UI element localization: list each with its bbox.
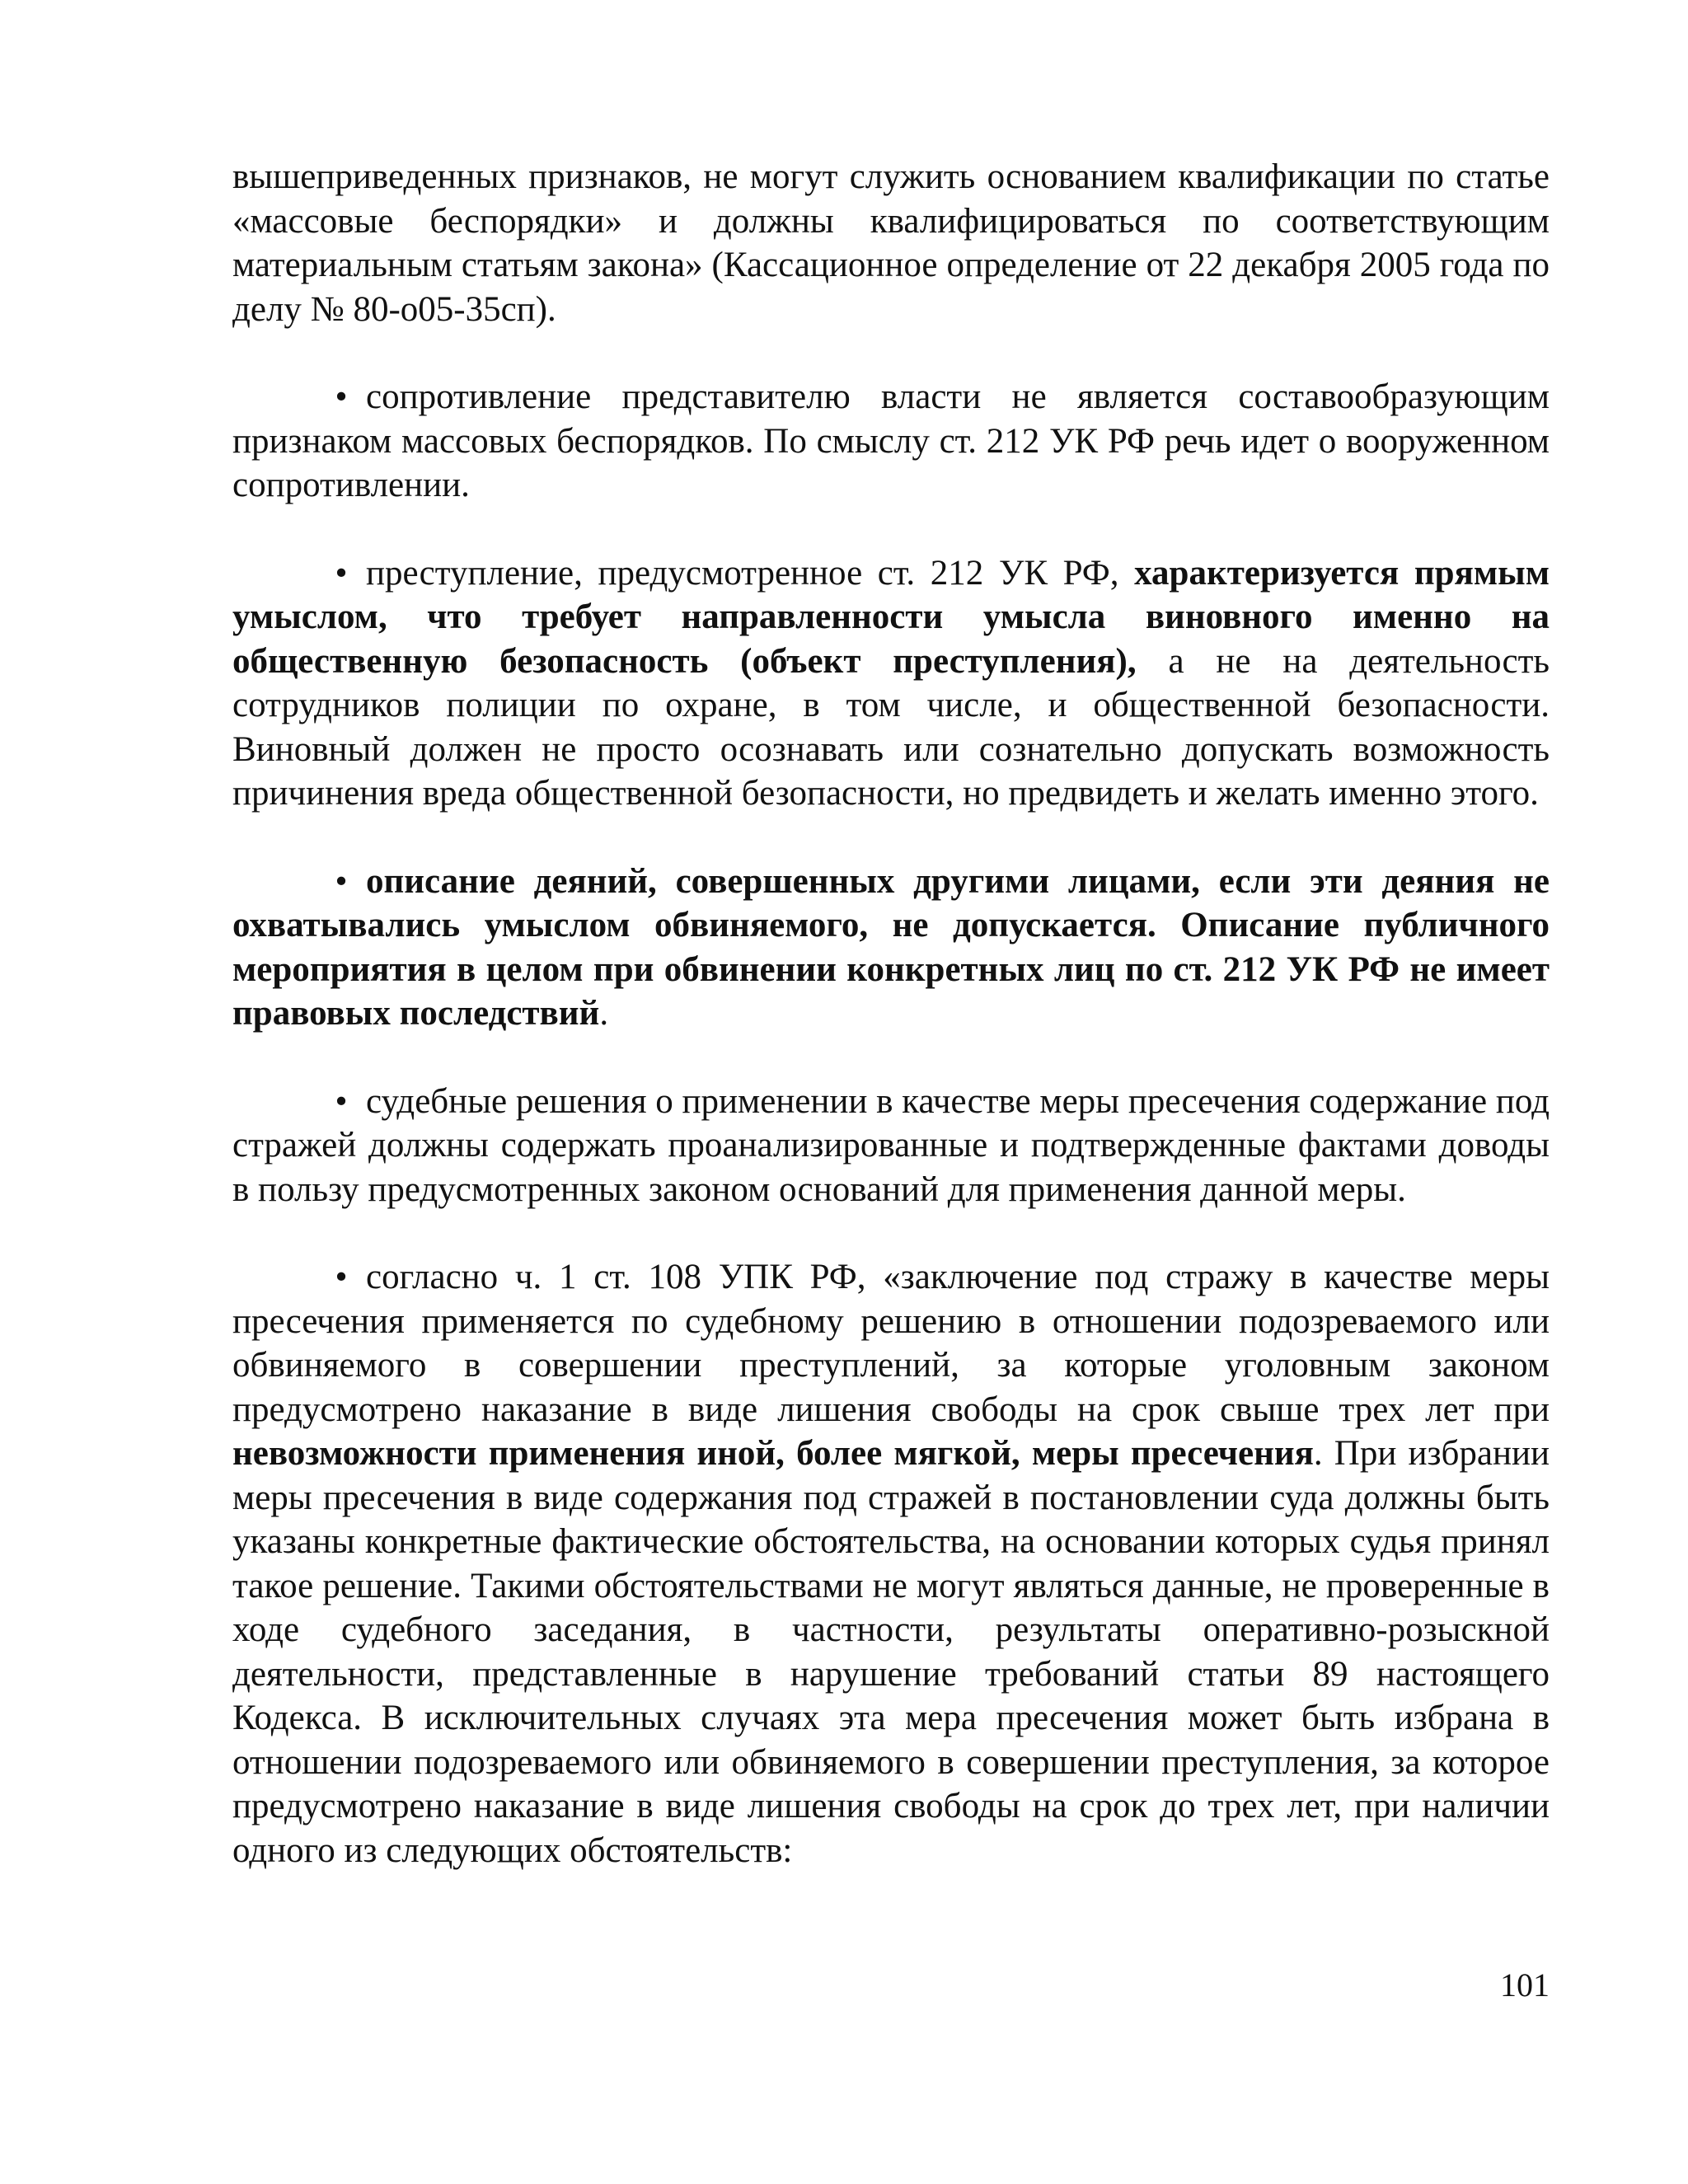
bullet-icon: • bbox=[335, 377, 348, 416]
bullet-paragraph-court-decisions bbox=[232, 1080, 1550, 1212]
paragraph-text: . bbox=[599, 994, 609, 1033]
paragraph-text: сопротивление представителю власти не является составообразующим признаком массовых беспорядков. По смыслу ст. 212 УК РФ речь идет о вооруженном сопротивлении. bbox=[232, 377, 1550, 504]
paragraph-text: преступление, предусмотренное ст. 212 УК РФ, bbox=[366, 553, 1135, 593]
bullet-icon: • bbox=[335, 553, 348, 593]
emphasis-text: описание деяний, совершенных другими лицами, если эти деяния не охватывались умыслом обвиняемого, не допускается. Описание публичного мероприятия в целом при обвинении конкретных лиц по ст. 212 УК РФ не имеет правовых последствий bbox=[232, 861, 1550, 1033]
bullet-paragraph-resistance bbox=[232, 375, 1550, 508]
bullet-icon: • bbox=[335, 1258, 348, 1296]
page-number: 101 bbox=[1500, 1966, 1550, 2004]
paragraph-text: . При избрании меры пресечения в виде содержания под стражей в постановлении суда должны быть указаны конкретные фактические обстоятельства, на основании которых судья принял такое решение. Такими обстоятельствами не могут являться данные, не проверенные в ходе судебного заседания, в частности, результаты оперативно-розыскной деятельности, представленные в нарушение требований статьи 89 настоящего Кодекса. В исключительных случаях эта мера пресечения может быть избрана в отношении подозреваемого или обвиняемого в совершении преступления, за которое предусмотрено наказание в виде лишения свободы на срок до трех лет, при наличии одного из следующих обстоятельств: bbox=[232, 1434, 1550, 1870]
bullet-paragraph-intent bbox=[232, 551, 1550, 816]
paragraph-text: судебные решения о применении в качестве меры пресечения содержание под стражей должны содержать проанализированные и подтвержденные фактами доводы в пользу предусмотренных законом оснований для применения данной меры. bbox=[232, 1081, 1550, 1209]
emphasis-text: характеризуется прямым умыслом, что требует направленности умысла виновного именно на общественную безопасность (объект преступления), bbox=[232, 553, 1550, 681]
paragraph-text: а не на деятельность сотрудников полиции по охране, в том числе, и общественной безопасности. Виновный должен не просто осознавать или сознательно допускать возможность причинения вреда общественной безопасности, но предвидеть и желать именно этого. bbox=[232, 641, 1550, 813]
paragraph-continuation bbox=[232, 155, 1550, 331]
paragraph-text: согласно ч. 1 ст. 108 УПК РФ, «заключение под стражу в качестве меры пресечения применяется по судебному решению в отношении подозреваемого или обвиняемого в совершении преступлений, за которые уголовным законом предусмотрено наказание в виде лишения свободы на срок свыше трех лет при bbox=[232, 1258, 1550, 1429]
bullet-icon: • bbox=[335, 861, 348, 901]
body-text bbox=[232, 155, 1550, 1872]
bullet-icon: • bbox=[335, 1081, 348, 1121]
paragraph-text: вышеприведенных признаков, не могут служить основанием квалификации по статье «массовые беспорядки» и должны квалифицироваться по соответствующим материальным статьям закона» (Кассационное определение от 22 декабря 2005 года по делу № 80-о05-35сп). bbox=[232, 157, 1550, 329]
emphasis-text: невозможности применения иной, более мягкой, меры пресечения bbox=[232, 1434, 1314, 1473]
bullet-paragraph-description bbox=[232, 860, 1550, 1036]
bullet-paragraph-detention bbox=[232, 1255, 1550, 1872]
